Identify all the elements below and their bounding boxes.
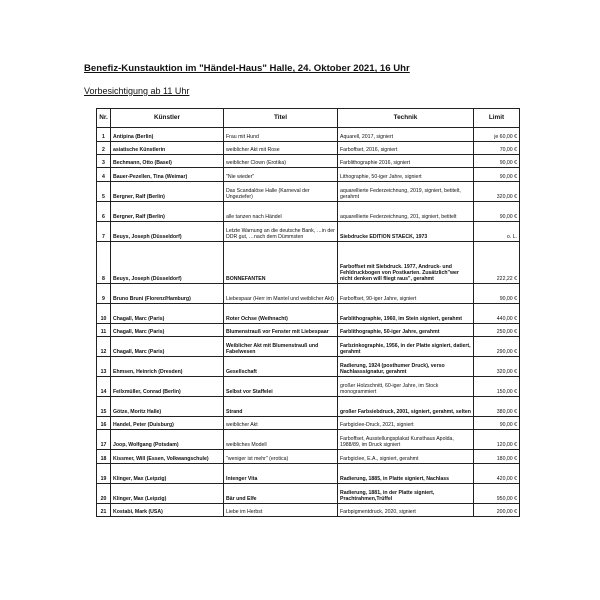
row-title: Letzte Warnung an die deutsche Bank, …in der DDR gut, …nach dem Dümmsten	[224, 222, 338, 242]
row-title: Strand	[224, 397, 338, 417]
table-row	[97, 168, 520, 182]
table-body	[97, 128, 520, 517]
row-technique: großer Farbsiebdruck, 2001, signiert, gerahmt, selten	[338, 397, 474, 417]
page-title: Benefiz-Kunstauktion im "Händel-Haus" Halle, 24. Oktober 2021, 16 Uhr	[84, 63, 410, 74]
row-limit: 290,00 €	[474, 337, 520, 357]
table-row	[97, 182, 520, 202]
row-artist: Chagall, Marc (Paris)	[111, 337, 224, 357]
row-title: Gesellschaft	[224, 357, 338, 377]
row-nr: 10	[97, 304, 111, 324]
table-row	[97, 222, 520, 242]
row-title: Weiblicher Akt mit Blumenstrauß und Fabelwesen	[224, 337, 338, 357]
row-technique: aquarellierte Federzeichnung, 201, signiert, betitelt	[338, 202, 474, 222]
row-artist: Joop, Wolfgang (Potsdam)	[111, 430, 224, 450]
row-artist: Klinger, Max (Leipzig)	[111, 484, 224, 504]
row-artist: Klinger, Max (Leipzig)	[111, 464, 224, 484]
row-nr: 3	[97, 155, 111, 168]
row-nr: 15	[97, 397, 111, 417]
table-row	[97, 242, 520, 284]
table-row	[97, 464, 520, 484]
row-artist: Feilxmüller, Conrad (Berlin)	[111, 377, 224, 397]
row-artist: Beuys, Joseph (Düsseldorf)	[111, 222, 224, 242]
row-artist: Beuys, Joseph (Düsseldorf)	[111, 242, 224, 284]
row-limit: 440,00 €	[474, 304, 520, 324]
row-technique: Farblithographie 2016, signiert	[338, 155, 474, 168]
row-title: Blumenstrauß vor Fenster mit Liebespaar	[224, 324, 338, 337]
header-limit: Limit	[474, 109, 520, 128]
row-nr: 20	[97, 484, 111, 504]
row-technique: Farboffset, Ausstellungsplakat Kunsthaus Apolda, 1988/89, im Druck signiert	[338, 430, 474, 450]
row-limit: 90,00 €	[474, 168, 520, 182]
table-row	[97, 324, 520, 337]
row-artist: Bergner, Ralf (Berlin)	[111, 202, 224, 222]
row-nr: 21	[97, 504, 111, 517]
row-nr: 18	[97, 450, 111, 464]
row-nr: 17	[97, 430, 111, 450]
row-limit: 90,00 €	[474, 284, 520, 304]
table-row	[97, 337, 520, 357]
row-artist: asiatische Künstlerin	[111, 142, 224, 155]
row-technique: Radierung, 1885, in Platte signiert, Nachlass	[338, 464, 474, 484]
row-technique: Farbgiclee-Druck, 2021, signiert	[338, 417, 474, 430]
row-nr: 11	[97, 324, 111, 337]
row-limit: 200,00 €	[474, 504, 520, 517]
row-title: Bär und Elfe	[224, 484, 338, 504]
row-nr: 5	[97, 182, 111, 202]
row-technique: Aquarell, 2017, signiert	[338, 128, 474, 142]
row-limit: 250,00 €	[474, 324, 520, 337]
row-technique: großer Holzschnitt, 60-iger Jahre, im Stock monogrammiert	[338, 377, 474, 397]
row-technique: Farblithographie, 50-iger Jahre, gerahmt	[338, 324, 474, 337]
row-limit: 320,00 €	[474, 182, 520, 202]
row-nr: 9	[97, 284, 111, 304]
row-technique: Siebdrucke EDITION STAECK, 1973	[338, 222, 474, 242]
row-artist: Antipina (Berlin)	[111, 128, 224, 142]
row-artist: Bechmann, Otto (Basel)	[111, 155, 224, 168]
row-limit: 150,00 €	[474, 377, 520, 397]
row-limit: 320,00 €	[474, 357, 520, 377]
row-title: Liebe im Herbst	[224, 504, 338, 517]
row-nr: 19	[97, 464, 111, 484]
row-technique: Lithographie, 50-iger Jahre, signiert	[338, 168, 474, 182]
row-technique: Farbpigmentdruck, 2020, signiert	[338, 504, 474, 517]
row-title: "weniger ist mehr" (erotica)	[224, 450, 338, 464]
row-title: weibliches Modell	[224, 430, 338, 450]
row-artist: Chagall, Marc (Paris)	[111, 324, 224, 337]
row-limit: 90,00 €	[474, 155, 520, 168]
row-nr: 12	[97, 337, 111, 357]
row-technique: Farblithographie, 1960, im Stein signiert, gerahmt	[338, 304, 474, 324]
row-artist: Bauer-Pezellen, Tina (Weimar)	[111, 168, 224, 182]
table-row	[97, 357, 520, 377]
table-row	[97, 484, 520, 504]
table-row	[97, 128, 520, 142]
row-title: weiblicher Akt	[224, 417, 338, 430]
row-title: Selbst vor Staffelei	[224, 377, 338, 397]
row-limit: o. L.	[474, 222, 520, 242]
row-nr: 14	[97, 377, 111, 397]
row-technique: aquarellierte Federzeichnung, 2019, signiert, betitelt, gerahmt	[338, 182, 474, 202]
page-subtitle: Vorbesichtigung ab 11 Uhr	[84, 86, 190, 96]
row-technique: Farboffset, 90-iger Jahre, signiert	[338, 284, 474, 304]
row-artist: Chagall, Marc (Paris)	[111, 304, 224, 324]
row-title: weiblicher Clown (Erotika)	[224, 155, 338, 168]
table-row	[97, 450, 520, 464]
table-row	[97, 504, 520, 517]
row-title: Liebespaar (Herr im Mantel und weiblicher Akt)	[224, 284, 338, 304]
row-title: alle tanzen nach Händel	[224, 202, 338, 222]
table-row	[97, 397, 520, 417]
table-row	[97, 202, 520, 222]
header-nr: Nr.	[97, 109, 111, 128]
row-nr: 2	[97, 142, 111, 155]
row-limit: 90,00 €	[474, 417, 520, 430]
row-artist: Ehmsen, Heinrich (Dresden)	[111, 357, 224, 377]
row-limit: 180,00 €	[474, 450, 520, 464]
row-nr: 7	[97, 222, 111, 242]
row-technique: Farboffset, 2016, signiert	[338, 142, 474, 155]
header-artist: Künstler	[111, 109, 224, 128]
row-title: Roter Ochse (Weihnacht)	[224, 304, 338, 324]
header-title: Titel	[224, 109, 338, 128]
row-technique: Radierung, 1924 (posthumer Druck), verso Nachlasssignatur, gerahmt	[338, 357, 474, 377]
row-limit: 70,00 €	[474, 142, 520, 155]
row-artist: Bergner, Ralf (Berlin)	[111, 182, 224, 202]
row-title: BONNEFANTEN	[224, 242, 338, 284]
row-nr: 4	[97, 168, 111, 182]
row-limit: 420,00 €	[474, 464, 520, 484]
auction-table	[96, 108, 520, 517]
row-artist: Götze, Moritz Halle)	[111, 397, 224, 417]
row-limit: 90,00 €	[474, 202, 520, 222]
row-title: Frau mit Hund	[224, 128, 338, 142]
table-row	[97, 430, 520, 450]
table-row	[97, 155, 520, 168]
row-nr: 16	[97, 417, 111, 430]
row-limit: 950,00 €	[474, 484, 520, 504]
table-row	[97, 284, 520, 304]
row-limit: 380,00 €	[474, 397, 520, 417]
row-technique: Farboffset mit Siebdruck. 1977, Andruck- und Fehldruckbogen von Postkarten. Zusätzlich"wer nicht denken will fliegt raus", gerahmt	[338, 242, 474, 284]
table-row	[97, 417, 520, 430]
row-nr: 1	[97, 128, 111, 142]
row-nr: 13	[97, 357, 111, 377]
row-artist: Handel, Peter (Duisburg)	[111, 417, 224, 430]
row-limit: 222,22 €	[474, 242, 520, 284]
row-title: weiblicher Akt mit Rose	[224, 142, 338, 155]
row-nr: 8	[97, 242, 111, 284]
table-row	[97, 377, 520, 397]
row-artist: Kostabi, Mark (USA)	[111, 504, 224, 517]
row-title: Das Scandalöse Halle (Karneval der Ungeziefer)	[224, 182, 338, 202]
table-row	[97, 304, 520, 324]
table-header-row	[97, 109, 520, 128]
header-technique: Technik	[338, 109, 474, 128]
row-artist: Bruno Bruni (Florenz/Hamburg)	[111, 284, 224, 304]
row-title: "Nie wieder"	[224, 168, 338, 182]
row-nr: 6	[97, 202, 111, 222]
row-title: Intenger Vita	[224, 464, 338, 484]
row-technique: Farbzinkographie, 1956, in der Platte signiert, datiert, gerahmt	[338, 337, 474, 357]
row-artist: Kissmer, Will (Essen, Volkwangschule)	[111, 450, 224, 464]
table-row	[97, 142, 520, 155]
row-limit: 120,00 €	[474, 430, 520, 450]
row-technique: Radierung, 1881, in der Platte signiert, Prachtrahmen,Trüffel	[338, 484, 474, 504]
row-technique: Farbgiclee, E.A., signiert, gerahmt	[338, 450, 474, 464]
row-limit: je 60,00 €	[474, 128, 520, 142]
